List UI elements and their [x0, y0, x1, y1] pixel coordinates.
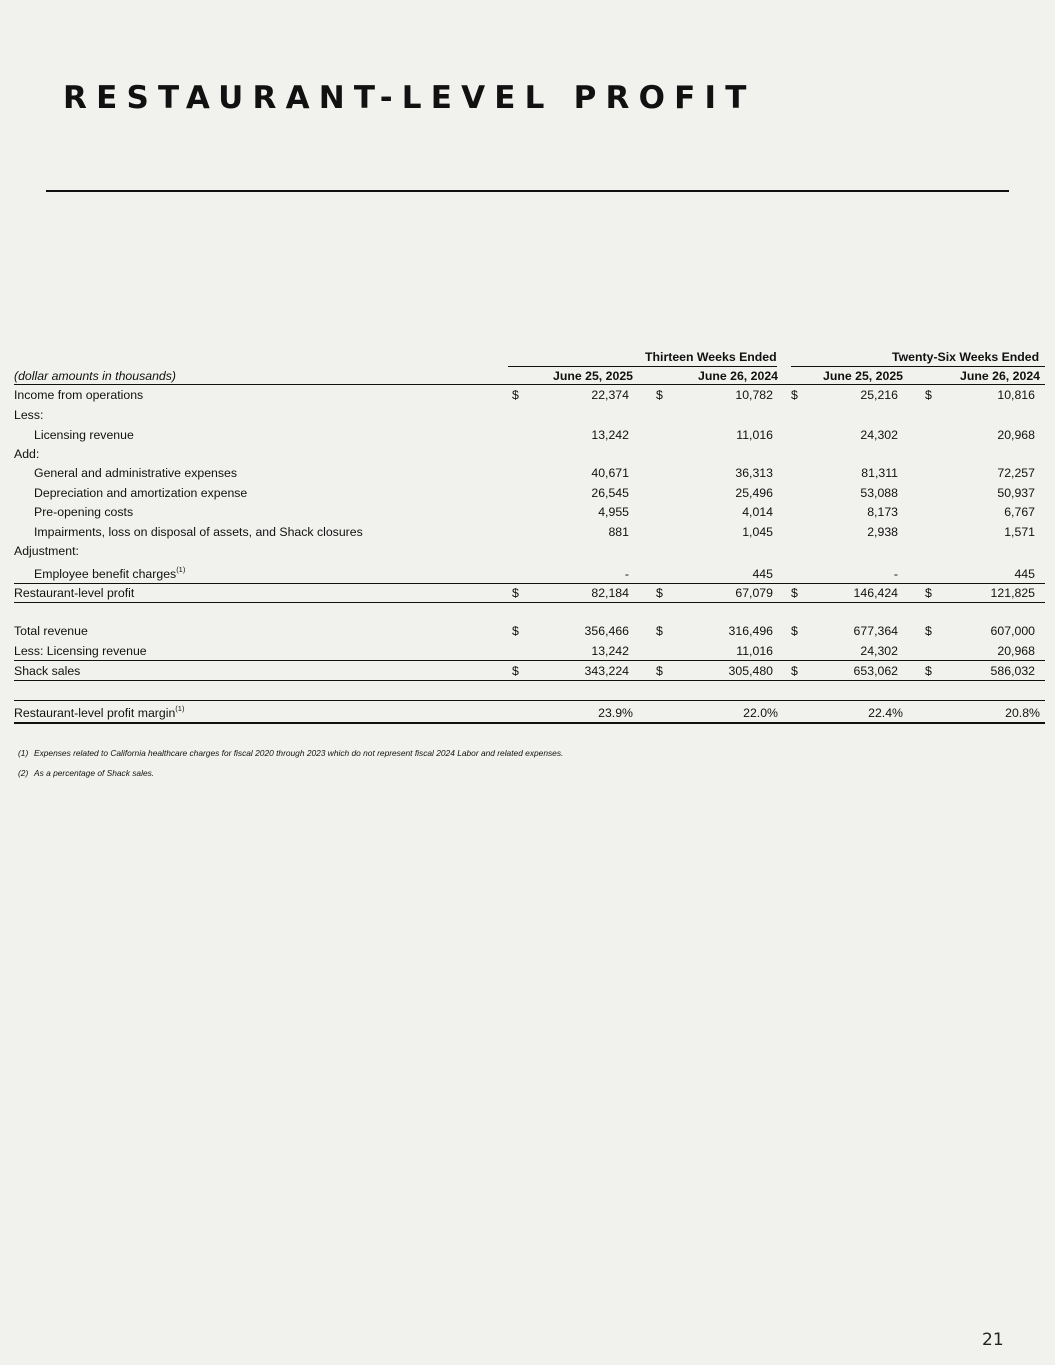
table-row [14, 662, 1045, 680]
page-title: RESTAURANT-LEVEL PROFIT [63, 80, 756, 116]
currency-symbol: $ [925, 388, 932, 402]
footnote [18, 768, 154, 778]
cell-value: 316,496 [728, 624, 773, 638]
cell-value: 82,184 [591, 586, 629, 600]
cell-value: 24,302 [860, 644, 898, 658]
currency-symbol: $ [656, 388, 663, 402]
row-label: Pre-opening costs [34, 505, 134, 519]
cell-value: 607,000 [990, 624, 1035, 638]
footnote-text: As a percentage of Shack sales. [34, 768, 155, 778]
table-row [14, 523, 1045, 541]
cell-value: 13,242 [591, 644, 629, 658]
margin-top-rule [14, 700, 1045, 701]
footnote-mark: (1) [18, 748, 29, 758]
total-rule [14, 602, 1045, 603]
cell-value: 1,045 [742, 525, 773, 539]
row-label: Income from operations [14, 388, 144, 402]
cell-value: 22,374 [591, 388, 629, 402]
table-row [14, 386, 1045, 404]
cell-value: 305,480 [728, 664, 773, 678]
table-row [14, 484, 1045, 502]
cell-value: 72,257 [997, 466, 1035, 480]
row-label-text: Employee benefit charges [34, 567, 177, 581]
table-row [14, 542, 1045, 560]
currency-symbol: $ [791, 624, 798, 638]
cell-value: 881 [608, 525, 629, 539]
cell-value: 677,364 [853, 624, 898, 638]
column-header: June 26, 2024 [960, 369, 1040, 383]
cell-value: 10,816 [997, 388, 1035, 402]
cell-value: 20,968 [997, 644, 1035, 658]
cell-value: 67,079 [735, 586, 773, 600]
cell-value: 146,424 [853, 586, 898, 600]
table-row [14, 503, 1045, 521]
header-rule [14, 384, 1045, 385]
currency-symbol: $ [512, 664, 519, 678]
cell-value: 445 [752, 567, 773, 581]
cell-value: 50,937 [997, 486, 1035, 500]
group-header-thirteen-weeks: Thirteen Weeks Ended [645, 350, 777, 364]
table-row [14, 642, 1045, 660]
column-header: June 25, 2025 [823, 369, 903, 383]
currency-symbol: $ [791, 586, 798, 600]
table-row [14, 584, 1045, 602]
currency-symbol: $ [512, 388, 519, 402]
row-label: Depreciation and amortization expense [34, 486, 248, 500]
currency-symbol: $ [925, 586, 932, 600]
column-header: June 25, 2025 [553, 369, 633, 383]
cell-value: 81,311 [861, 466, 898, 480]
cell-value: 26,545 [591, 486, 629, 500]
title-rule [46, 190, 1009, 192]
table-row [14, 622, 1045, 640]
table-row [14, 565, 1045, 583]
cell-value: 13,242 [591, 428, 629, 442]
cell-value: - [893, 567, 898, 581]
cell-value: 36,313 [735, 466, 773, 480]
cell-value: 53,088 [860, 486, 898, 500]
unit-note: (dollar amounts in thousands) [14, 369, 176, 383]
row-label: General and administrative expenses [34, 466, 238, 480]
cell-value: 6,767 [1004, 505, 1035, 519]
cell-value: 11,016 [736, 428, 773, 442]
cell-value: 11,016 [736, 644, 773, 658]
cell-value: 653,062 [853, 664, 898, 678]
table-row [14, 464, 1045, 482]
section-label: Less: [14, 408, 44, 422]
cell-value: 586,032 [990, 664, 1035, 678]
margin-bottom-rule [14, 722, 1045, 724]
currency-symbol: $ [512, 586, 519, 600]
currency-symbol: $ [656, 664, 663, 678]
cell-value: 1,571 [1004, 525, 1035, 539]
cell-value: 121,825 [990, 586, 1035, 600]
group-header-row [14, 348, 1045, 366]
footnote-ref: (1) [175, 703, 185, 713]
cell-value: 22.4% [868, 706, 903, 720]
currency-symbol: $ [791, 664, 798, 678]
cell-value: 40,671 [591, 466, 629, 480]
row-label [14, 704, 184, 722]
cell-value: 25,496 [735, 486, 773, 500]
row-label: Shack sales [14, 664, 81, 678]
footnote-ref: (1) [176, 564, 186, 574]
currency-symbol: $ [791, 388, 798, 402]
cell-value: 343,224 [584, 664, 629, 678]
currency-symbol: $ [656, 586, 663, 600]
row-label: Licensing revenue [34, 428, 134, 442]
footnote [18, 748, 563, 758]
currency-symbol: $ [656, 624, 663, 638]
total-rule [14, 680, 1045, 681]
group-header-twenty-six-weeks: Twenty-Six Weeks Ended [892, 350, 1040, 364]
page-number: 21 [982, 1330, 1004, 1350]
cell-value: 356,466 [584, 624, 629, 638]
cell-value: 4,014 [742, 505, 773, 519]
footnote-text: Expenses related to California healthcare charges for fiscal 2020 through 2023 which do not represent fiscal 2024 Labor and related expenses. [34, 748, 564, 758]
table-row [14, 445, 1045, 463]
row-label: Less: Licensing revenue [14, 644, 147, 658]
row-label-text: Restaurant-level profit margin [14, 706, 176, 720]
cell-value: - [624, 567, 629, 581]
row-label: Impairments, loss on disposal of assets, and Shack closures [34, 525, 363, 539]
cell-value: 25,216 [860, 388, 898, 402]
cell-value: 2,938 [867, 525, 898, 539]
table-row [14, 426, 1045, 444]
currency-symbol: $ [925, 664, 932, 678]
cell-value: 20.8% [1005, 706, 1040, 720]
row-label [34, 565, 185, 583]
footnote-mark: (2) [18, 768, 29, 778]
currency-symbol: $ [925, 624, 932, 638]
column-header: June 26, 2024 [698, 369, 778, 383]
currency-symbol: $ [512, 624, 519, 638]
table-row [14, 406, 1045, 424]
cell-value: 10,782 [735, 388, 773, 402]
column-header-row [14, 367, 1045, 385]
cell-value: 20,968 [997, 428, 1035, 442]
cell-value: 445 [1014, 567, 1035, 581]
table-row [14, 704, 1045, 722]
row-label: Restaurant-level profit [14, 586, 135, 600]
cell-value: 4,955 [598, 505, 629, 519]
subtotal-rule [14, 660, 1045, 661]
cell-value: 22.0% [743, 706, 778, 720]
section-label: Adjustment: [14, 544, 79, 558]
cell-value: 23.9% [598, 706, 633, 720]
section-label: Add: [14, 447, 40, 461]
row-label: Total revenue [14, 624, 88, 638]
cell-value: 24,302 [860, 428, 898, 442]
cell-value: 8,173 [867, 505, 898, 519]
